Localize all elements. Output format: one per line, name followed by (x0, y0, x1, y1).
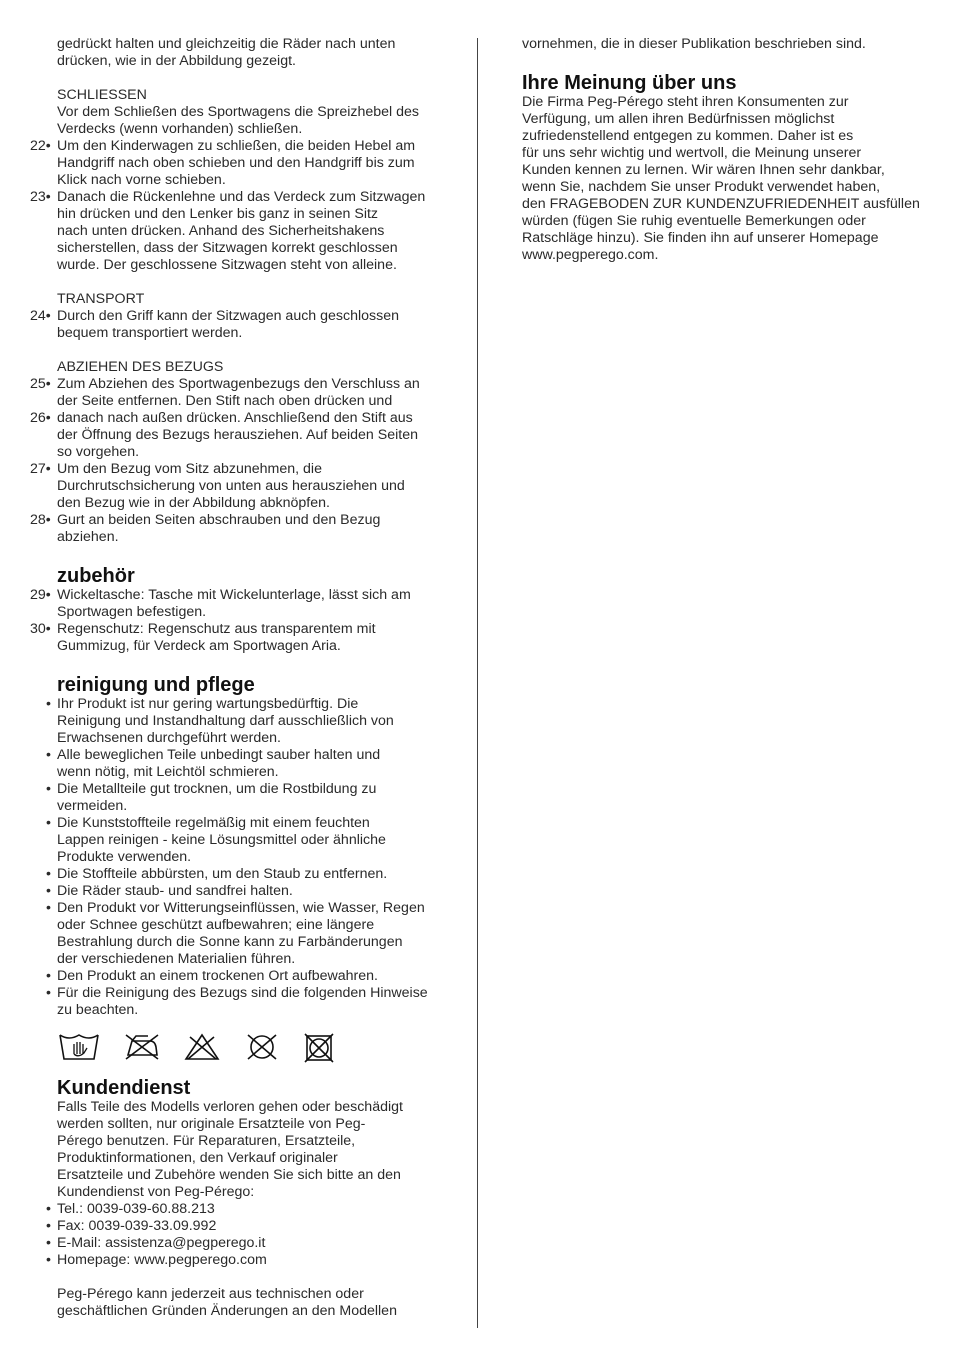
step-number: 28• (30, 512, 51, 528)
bullet: • (46, 866, 51, 882)
bullet: • (46, 968, 51, 984)
step-number: 24• (30, 308, 51, 324)
no-bleach-icon (184, 1033, 220, 1061)
bullet: • (46, 1201, 51, 1217)
text-line: Produktinformationen, den Verkauf originaler (57, 1150, 338, 1166)
text-line: Um den Kinderwagen zu schließen, die beiden Hebel am (57, 138, 416, 154)
step-number (30, 478, 57, 495)
fax-number: Fax: 0039-039-33.09.992 (57, 1218, 217, 1234)
text-line: Durchrutschsicherung von unten aus herausziehen und (57, 478, 405, 494)
text-line: Zum Abziehen des Sportwagenbezugs den Verschluss an (57, 376, 420, 392)
text-line: Pérego benutzen. Für Reparaturen, Ersatzteile, (57, 1133, 356, 1149)
text-line: drücken, wie in der Abbildung gezeigt. (57, 53, 296, 69)
text-line: zu beachten. (57, 1002, 139, 1018)
text-line: Lappen reinigen - keine Lösungsmittel oder ähnliche (57, 832, 386, 848)
text-line: Den Produkt vor Witterungseinflüssen, wie Wasser, Regen (57, 900, 425, 916)
section-heading-meinung: Ihre Meinung über uns (522, 72, 737, 94)
text-line: gedrückt halten und gleichzeitig die Räder nach unten (57, 36, 396, 52)
bullet: • (46, 1252, 51, 1268)
bullet: • (46, 747, 51, 763)
continuation-text: vornehmen, die in dieser Publikation beschrieben sind. (522, 36, 866, 52)
section-heading-zubehoer: zubehör (57, 565, 135, 587)
text-line: Die Metallteile gut trocknen, um die Rostbildung zu (57, 781, 377, 797)
bullet-item (30, 883, 462, 900)
text-line: Die Räder staub- und sandfrei halten. (57, 883, 293, 899)
text-line: Alle beweglichen Teile unbedingt sauber halten und (57, 747, 381, 763)
text-line: Sportwagen befestigen. (57, 604, 207, 620)
step-item (30, 189, 462, 274)
section-title-schliessen: SCHLIESSEN (57, 87, 147, 103)
intro-text (30, 36, 462, 70)
no-tumble-dry-icon (304, 1033, 334, 1063)
schliessen-intro (30, 104, 462, 138)
contact-fax (30, 1218, 462, 1235)
bullet-item (30, 747, 462, 781)
bullet-item (30, 985, 462, 1019)
text-line: Klick nach vorne schieben. (57, 172, 226, 188)
homepage-url: Homepage: www.pegperego.com (57, 1252, 267, 1268)
text-line: Bestrahlung durch die Sonne kann zu Farbänderungen (57, 934, 403, 950)
bullet-item (30, 866, 462, 883)
text-line: Die Firma Peg-Pérego steht ihren Konsumenten zur (522, 94, 849, 110)
bullet-item (30, 968, 462, 985)
text-line: der verschiedenen Materialien führen. (57, 951, 296, 967)
text-line: der Öffnung des Bezugs herausziehen. Auf beiden Seiten (57, 427, 418, 443)
abziehen-steps (30, 376, 462, 546)
step-number (30, 393, 57, 410)
text-line: für uns sehr wichtig und wertvoll, die Meinung unserer (522, 145, 862, 161)
text-line: Vor dem Schließen des Sportwagens die Spreizhebel des (57, 104, 419, 120)
text-line: der Seite entfernen. Den Stift nach oben drücken und (57, 393, 393, 409)
text-line: Die Stoffteile abbürsten, um den Staub zu entfernen. (57, 866, 388, 882)
step-number: 29• (30, 587, 51, 603)
text-line: abziehen. (57, 529, 119, 545)
kundendienst-notice (30, 1286, 462, 1320)
step-number: 22• (30, 138, 51, 154)
text-line: oder Schnee geschützt aufbewahren; eine längere (57, 917, 375, 933)
step-number (30, 495, 57, 512)
text-line: danach nach außen drücken. Anschließend den Stift aus (57, 410, 413, 426)
text-line: geschäftlichen Gründen Änderungen an den Modellen (57, 1303, 397, 1319)
bullet: • (46, 815, 51, 831)
text-line: Falls Teile des Modells verloren gehen oder beschädigt (57, 1099, 403, 1115)
section-title-abziehen: ABZIEHEN DES BEZUGS (57, 359, 224, 375)
bullet: • (46, 1218, 51, 1234)
text-line: Reinigung und Instandhaltung darf ausschließlich von (57, 713, 394, 729)
text-line: Für die Reinigung des Bezugs sind die folgenden Hinweise (57, 985, 428, 1001)
step-item (30, 308, 462, 342)
bullet-item (30, 696, 462, 747)
text-line: Erwachsenen durchgeführt werden. (57, 730, 281, 746)
text-line: Um den Bezug vom Sitz abzunehmen, die (57, 461, 322, 477)
phone-number: Tel.: 0039-039-60.88.213 (57, 1201, 215, 1217)
text-line: sicherstellen, dass der Sitzwagen korrekt geschlossen (57, 240, 398, 256)
text-line: Peg-Pérego kann jederzeit aus technischen oder (57, 1286, 364, 1302)
text-line: den Bezug wie in der Abbildung abknöpfen. (57, 495, 330, 511)
text-line: Produkte verwenden. (57, 849, 192, 865)
text-line: nach unten drücken. Anhand des Sicherheitshakens (57, 223, 385, 239)
text-line: Gummizug, für Verdeck am Sportwagen Aria. (57, 638, 341, 654)
text-line: Ratschläge hinzu). Sie finden ihn auf unserer Homepage (522, 230, 879, 246)
right-column (522, 36, 924, 264)
contact-homepage (30, 1252, 462, 1269)
email-address: E-Mail: assistenza@pegperego.it (57, 1235, 266, 1251)
text-line: Den Produkt an einem trockenen Ort aufbewahren. (57, 968, 378, 984)
bullet: • (46, 985, 51, 1001)
text-line: Wickeltasche: Tasche mit Wickelunterlage, lässt sich am (57, 587, 411, 603)
left-column (30, 36, 462, 1320)
text-line: den FRAGEBODEN ZUR KUNDENZUFRIEDENHEIT ausfüllen (522, 196, 920, 212)
bullet: • (46, 696, 51, 712)
contact-email (30, 1235, 462, 1252)
bullet: • (46, 900, 51, 916)
text-line: wurde. Der geschlossene Sitzwagen steht von alleine. (57, 257, 397, 273)
text-line: Die Kunststoffteile regelmäßig mit einem feuchten (57, 815, 370, 831)
text-line: werden sollten, nur originale Ersatzteile von Peg- (57, 1116, 366, 1132)
step-number: 26• (30, 410, 51, 426)
section-title-transport: TRANSPORT (57, 291, 145, 307)
text-line: Verdecks (wenn vorhanden) schließen. (57, 121, 303, 137)
column-divider (477, 38, 478, 1328)
text-line: Kundendienst von Peg-Pérego: (57, 1184, 255, 1200)
homepage-link: www.pegperego.com. (522, 247, 659, 263)
care-symbols (30, 1033, 462, 1063)
no-dry-cleaning-icon (244, 1033, 280, 1061)
text-line: Handgriff nach oben schieben und den Handgriff bis zum (57, 155, 415, 171)
step-number (30, 427, 57, 444)
kundendienst-intro (30, 1099, 462, 1201)
step-number: 30• (30, 621, 51, 637)
step-item (30, 621, 462, 655)
section-heading-reinigung: reinigung und pflege (57, 674, 255, 696)
no-ironing-icon (124, 1033, 160, 1061)
text-line: so vorgehen. (57, 444, 140, 460)
text-line: wenn nötig, mit Leichtöl schmieren. (57, 764, 279, 780)
text-line: Durch den Griff kann der Sitzwagen auch geschlossen (57, 308, 400, 324)
contact-phone (30, 1201, 462, 1218)
text-line: Danach die Rückenlehne und das Verdeck zum Sitzwagen (57, 189, 426, 205)
step-number: 25• (30, 376, 51, 392)
text-line: Verfügung, um allen ihren Bedürfnissen möglichst (522, 111, 835, 127)
meinung-body (522, 94, 924, 264)
text-line: bequem transportiert werden. (57, 325, 243, 341)
text-line: Ihr Produkt ist nur gering wartungsbedürftig. Die (57, 696, 359, 712)
section-heading-kundendienst: Kundendienst (57, 1077, 191, 1099)
text-line: hin drücken und den Lenker bis ganz in seinen Sitz (57, 206, 379, 222)
text-line: Gurt an beiden Seiten abschrauben und den Bezug (57, 512, 381, 528)
text-line: zufriedenstellend entgegen zu kommen. Daher ist es (522, 128, 854, 144)
text-line: würden (fügen Sie ruhig eventuelle Bemerkungen oder (522, 213, 866, 229)
text-line: wenn Sie, nachdem Sie unser Produkt verwendet haben, (522, 179, 881, 195)
bullet-item (30, 815, 462, 866)
text-line: vermeiden. (57, 798, 128, 814)
step-item (30, 138, 462, 189)
bullet: • (46, 781, 51, 797)
bullet: • (46, 1235, 51, 1251)
bullet-item (30, 781, 462, 815)
text-line: Regenschutz: Regenschutz aus transparentem mit (57, 621, 376, 637)
bullet: • (46, 883, 51, 899)
step-number (30, 444, 57, 461)
hand-wash-icon (58, 1033, 100, 1061)
step-item (30, 587, 462, 621)
step-number: 27• (30, 461, 51, 477)
text-line: Kunden kennen zu lernen. Wir wären Ihnen sehr dankbar, (522, 162, 885, 178)
step-number (30, 529, 57, 546)
text-line: Ersatzteile und Zubehöre wenden Sie sich bitte an den (57, 1167, 401, 1183)
step-number: 23• (30, 189, 51, 205)
bullet-item (30, 900, 462, 968)
